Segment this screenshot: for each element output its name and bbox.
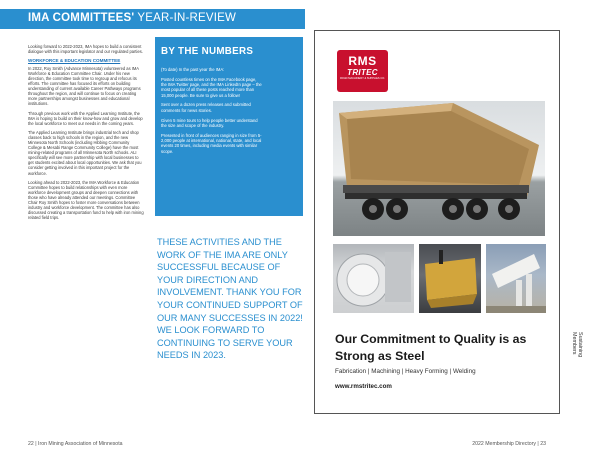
left-text-column xyxy=(28,44,144,224)
by-the-numbers-box xyxy=(155,37,303,216)
paragraph-applied-learning: Through previous work with the Applied Learning Institute, the IMA is hoping to build on their know-how and grow and develop the local workforce to meet our needs in the coming years. xyxy=(28,110,143,126)
by-the-numbers-heading: BY THE NUMBERS xyxy=(161,46,254,57)
steel-drum-photo xyxy=(333,244,414,313)
footer-right-text: 2022 Membership Directory xyxy=(472,441,536,447)
numbers-item: Presented in front of audiences ranging in size from 5-2,000 people at international, national, state, and local events 20 times, including media events with similar scope. xyxy=(161,132,262,154)
paragraph-looking-ahead: Looking ahead to 2022-2023, the IMA Workforce & Education Committee hopes to build relationships with even more workforce development groups and deepen connections with those who have already attended our meetings. Committee Chair Roy Smith hopes to foster more conversations between industry and workforce development. The committee has also discussed creating a transportation fund to help with iron mining related field trips. xyxy=(28,179,144,221)
footer-right: 2022 Membership Directory | 23 xyxy=(472,441,546,447)
page-number-right: 23 xyxy=(540,441,546,447)
side-tab-label: Sustaining Members xyxy=(571,332,583,358)
numbers-item: Sent over a dozen press releases and submitted comments for news stories. xyxy=(161,102,251,113)
paragraph-ali-schools: The Applied Learning Institute brings industrial tech and shop classes back to high schools in the region, and the new Minnesota North Schools (including Hibbing Community College & Mesabi Range Community College) have the most mining-related programs of all Minnesota North schools. ALI specifically will see more partnership with local businesses to get students excited about local opportunities. We ask that you consider getting involved in this important project for the workforce. xyxy=(28,129,142,176)
ad-website-link[interactable]: www.rmstritec.com xyxy=(335,383,392,390)
ad-headline: Our Commitment to Quality is as Strong as Steel xyxy=(335,332,527,363)
rms-tritec-logo: RMS TRITEC ROAD MACHINERY & SUPPLIES CO. xyxy=(337,50,388,92)
paragraph-workforce-chair: In 2022, Roy Smith (Advance Minnesota) volunteered as IMA Workforce & Education Committee Chair. Under his new direction, the committee took time to regroup and refocus its efforts. The committee has focused its efforts on building understanding of current available Career Pathways programs throughout the region, and will continue to focus on creating more partnerships amongst businesses and educational institutions. xyxy=(28,65,141,107)
paragraph-legislative: Looking forward to 2022-2023, IMA hopes to build a consistent dialogue with this important legislator and our regulated parties. xyxy=(28,44,143,55)
section-header-band xyxy=(0,9,305,29)
thank-you-message: THESE ACTIVITIES AND THE WORK OF THE IMA ARE ONLY SUCCESSFUL BECAUSE OF YOUR DIRECTION AND INVOLVEMENT. THANK YOU FOR YOUR CONTINUED SUPPORT OF OUR MANY SUCCESSES IN 2022! WE LOOK FORWARD TO CONTINUING TO SERVE YOUR NEEDS IN 2023. xyxy=(157,237,303,361)
footer-left-text: Iron Mining Association of Minnesota xyxy=(38,441,123,447)
footer-left: 22 | Iron Mining Association of Minnesota xyxy=(28,441,123,447)
truck-illustration xyxy=(333,101,545,236)
by-the-numbers-body xyxy=(161,67,263,158)
rms-tritec-advertisement xyxy=(314,30,560,414)
numbers-intro: (To date) In the past year the IMA: xyxy=(161,67,225,72)
structural-steel-photo xyxy=(486,244,546,313)
ad-services-list: Fabrication | Machining | Heavy Forming | Welding xyxy=(335,368,476,375)
bucket-fabrication-photo xyxy=(419,244,481,313)
section-header-title: IMA COMMITTEES' YEAR-IN-REVIEW xyxy=(28,12,237,24)
haul-truck-bed-photo xyxy=(333,101,545,236)
numbers-item: Given 5 mine tours to help people better understand the size and scope of the industry. xyxy=(161,117,258,128)
page-number-left: 22 xyxy=(28,441,34,447)
numbers-item: Posted countless times on the IMA Facebook page, the IMA Twitter page, and the IMA LinkedIn page – the most popular of all these posts reached more than 15,000 people. Be sure to give us a follow! xyxy=(161,76,262,98)
section-heading-workforce: WORKFORCE & EDUCATION COMMITTEE xyxy=(28,58,121,64)
